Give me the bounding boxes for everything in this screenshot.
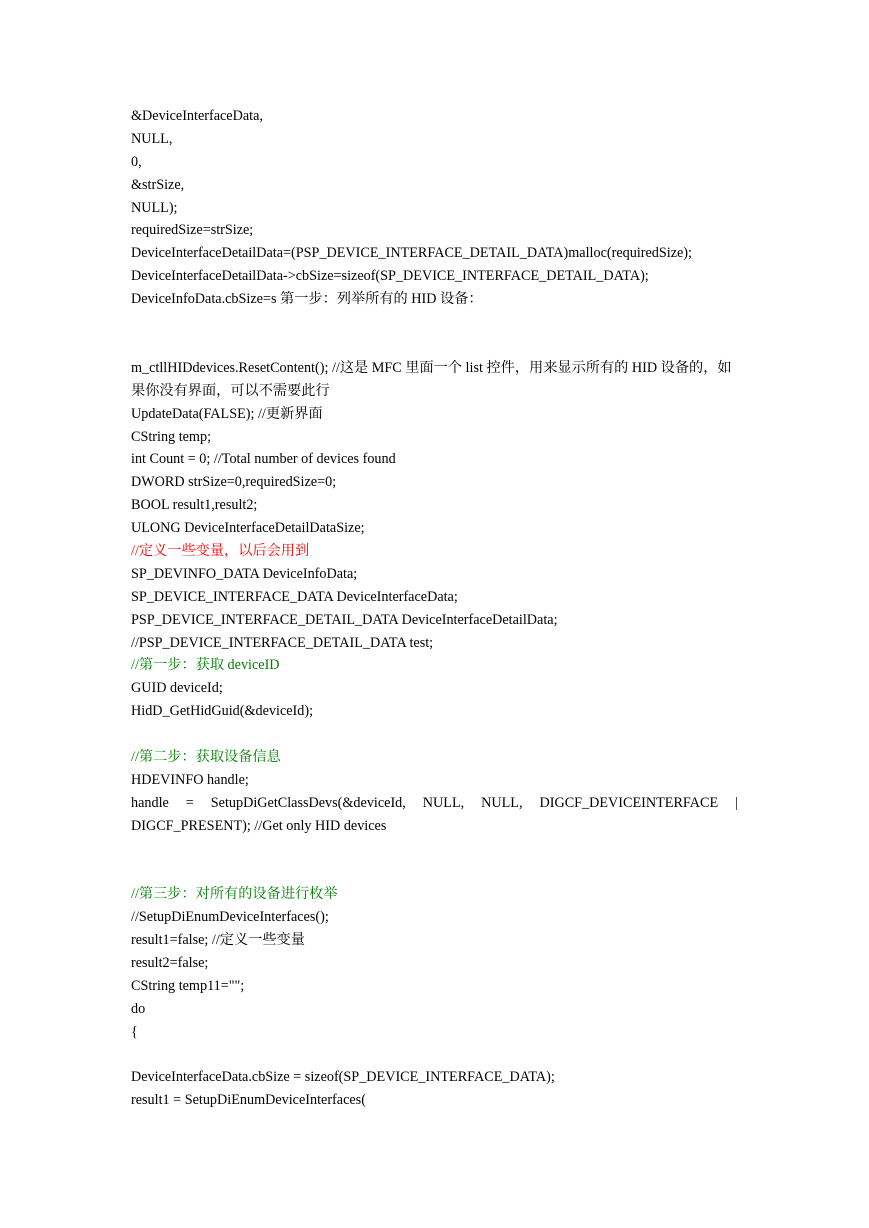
code-line: NULL); xyxy=(131,199,178,216)
code-token: | xyxy=(735,794,738,811)
code-line: DWORD strSize=0,requiredSize=0; xyxy=(131,474,337,491)
code-line: DeviceInterfaceData.cbSize = sizeof(SP_DEVICE_INTERFACE_DATA); xyxy=(131,1069,555,1086)
code-line: BOOL result1,result2; xyxy=(131,497,258,514)
code-token: DIGCF_DEVICEINTERFACE xyxy=(539,794,719,811)
blank-spacer xyxy=(131,838,738,884)
code-token: handle xyxy=(131,794,169,811)
blank-spacer xyxy=(131,723,738,746)
code-line: SP_DEVINFO_DATA DeviceInfoData; xyxy=(131,565,358,582)
code-line: GUID deviceId; xyxy=(131,680,223,697)
code-line: result1 = SetupDiEnumDeviceInterfaces( xyxy=(131,1092,366,1109)
comment-step3: //第三步：对所有的设备进行枚举 xyxy=(131,886,338,903)
code-line: SP_DEVICE_INTERFACE_DATA DeviceInterfaceData; xyxy=(131,588,458,605)
code-line: CString temp11=""; xyxy=(131,977,245,994)
code-line: UpdateData(FALSE); //更新界面 xyxy=(131,405,323,422)
code-line: int Count = 0; //Total number of devices found xyxy=(131,451,396,468)
code-line: &strSize, xyxy=(131,176,185,193)
code-line: NULL, xyxy=(131,130,173,147)
comment-step2: //第二步：获取设备信息 xyxy=(131,748,281,765)
code-token: = xyxy=(185,794,194,811)
code-line: PSP_DEVICE_INTERFACE_DETAIL_DATA DeviceInterfaceDetailData; xyxy=(131,611,558,628)
code-line: DIGCF_PRESENT); //Get only HID devices xyxy=(131,817,387,834)
code-line: ULONG DeviceInterfaceDetailDataSize; xyxy=(131,520,365,537)
code-listing xyxy=(131,105,738,1112)
code-token: NULL, xyxy=(422,794,465,811)
blank-spacer xyxy=(131,311,738,357)
code-line-justified xyxy=(131,792,738,815)
code-line: HDEVINFO handle; xyxy=(131,771,249,788)
code-line: 0, xyxy=(131,153,142,170)
code-line: requiredSize=strSize; xyxy=(131,222,254,239)
code-line: &DeviceInterfaceData, xyxy=(131,108,263,124)
code-line: result1=false; //定义一些变量 xyxy=(131,932,305,949)
code-line: CString temp; xyxy=(131,428,212,445)
code-token: SetupDiGetClassDevs(&deviceId, xyxy=(210,794,406,811)
code-line: result2=false; xyxy=(131,955,209,972)
code-line: //PSP_DEVICE_INTERFACE_DETAIL_DATA test; xyxy=(131,634,434,651)
code-line: { xyxy=(131,1023,138,1040)
comment-define-variables: //定义一些变量，以后会用到 xyxy=(131,542,310,559)
code-token: NULL, xyxy=(481,794,523,811)
blank-spacer xyxy=(131,1044,738,1067)
code-line-wrapped: m_ctllHIDdevices.ResetContent(); //这是 MFC 里面一个 list 控件，用来显示所有的 HID 设备的，如果你没有界面，可以不需要此行 xyxy=(131,359,732,399)
code-line: DeviceInterfaceDetailData->cbSize=sizeof(SP_DEVICE_INTERFACE_DETAIL_DATA); xyxy=(131,268,649,285)
code-line: DeviceInfoData.cbSize=s 第一步：列举所有的 HID 设备： xyxy=(131,291,483,308)
code-line: DeviceInterfaceDetailData=(PSP_DEVICE_INTERFACE_DETAIL_DATA)malloc(requiredSize); xyxy=(131,245,692,262)
code-line: do xyxy=(131,1000,146,1017)
code-line: HidD_GetHidGuid(&deviceId); xyxy=(131,703,314,720)
comment-step1: //第一步：获取 deviceID xyxy=(131,657,280,674)
code-line: //SetupDiEnumDeviceInterfaces(); xyxy=(131,909,329,926)
